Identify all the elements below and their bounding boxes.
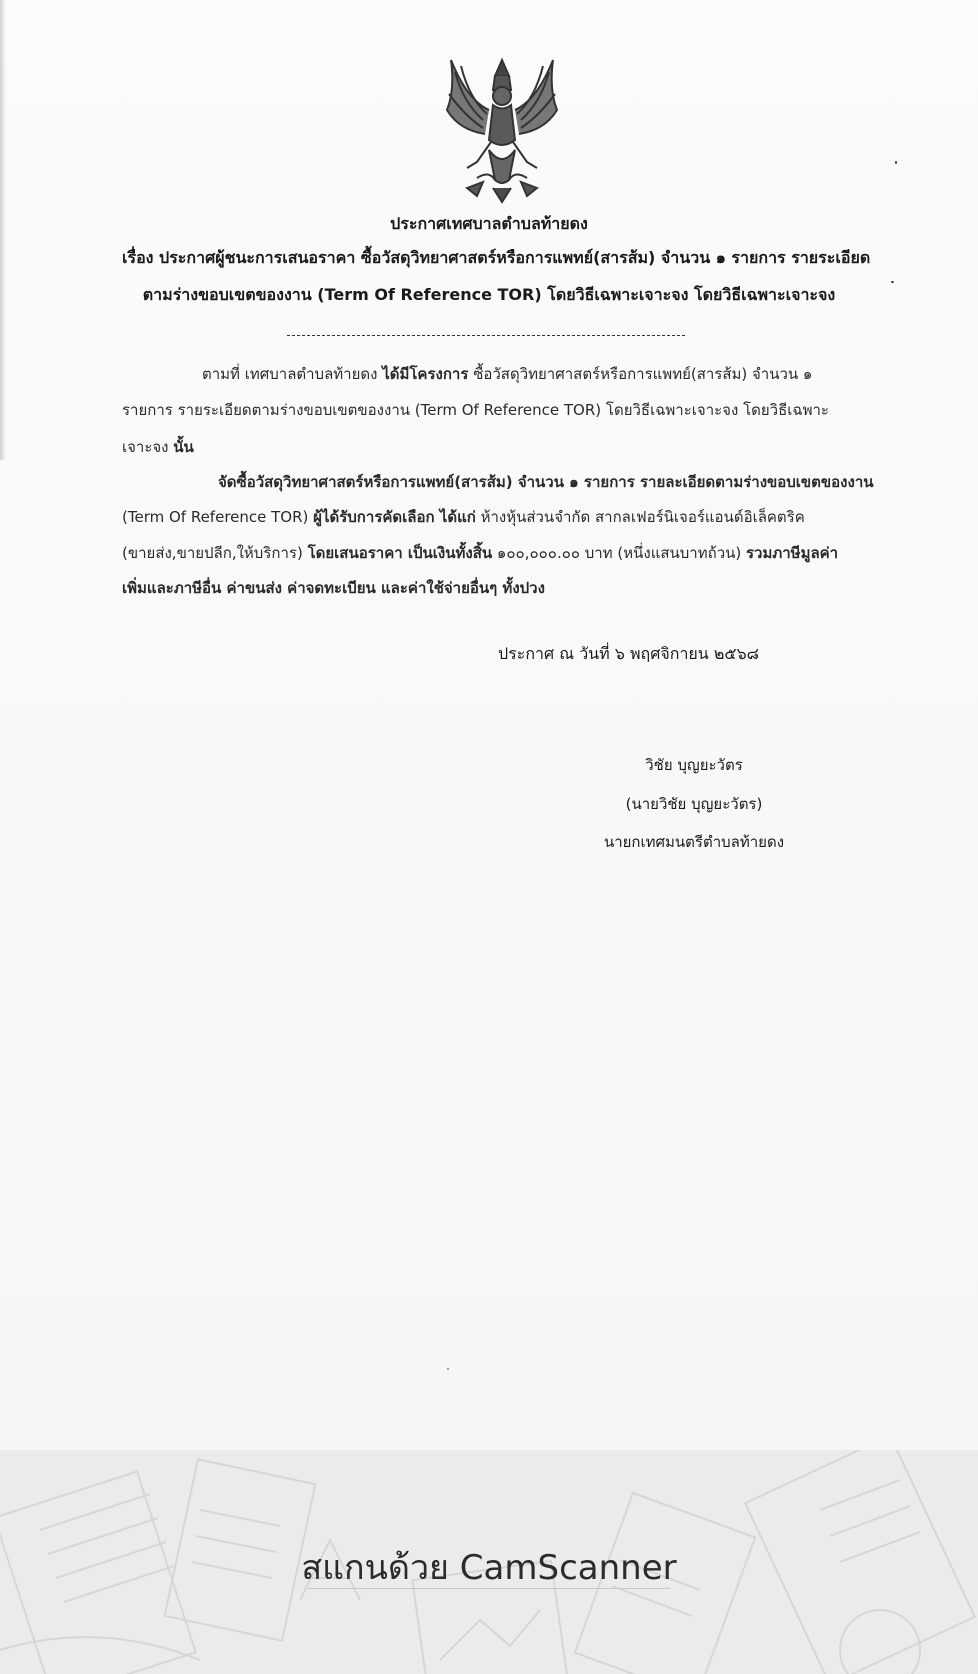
scan-speck — [891, 281, 894, 283]
para1-line1 — [202, 362, 812, 386]
signature-name: วิชัย บุญยะวัตร — [645, 756, 743, 774]
subject-line-1: เรื่อง ประกาศผู้ชนะการเสนอราคา ซื้อวัสดุวิทยาศาสตร์หรือการแพทย์(สารส้ม) จำนวน ๑ รายการ รายระเอียด — [122, 248, 871, 267]
para2-bold: โดยเสนอราคา เป็นเงินทั้งสิ้น — [307, 544, 493, 562]
para1-line2: รายการ รายระเอียดตามร่างขอบเขตของงาน (Term Of Reference TOR) โดยวิธีเฉพาะเจาะจง โดยวิธีเฉพาะ — [122, 401, 829, 419]
watermark-underline — [308, 1588, 670, 1589]
para1-bold: ได้มีโครงการ — [382, 365, 469, 383]
para2-text: ห้างหุ้นส่วนจำกัด สากลเฟอร์นิเจอร์แอนด์อิเล็คตริค — [475, 508, 805, 526]
para2-text: (Term Of Reference TOR) — [122, 508, 314, 526]
para1-bold: นั้น — [173, 438, 194, 456]
para1-text: เจาะจง — [122, 438, 174, 456]
scan-speck — [895, 161, 897, 164]
document-title: ประกาศเทศบาลตำบลท้ายดง — [390, 214, 588, 233]
divider-line — [287, 335, 685, 336]
para2-bold: รวมภาษีมูลค่า — [746, 544, 839, 562]
para2-line4: เพิ่มและภาษีอื่น ค่าขนส่ง ค่าจดทะเบียน และค่าใช้จ่ายอื่นๆ ทั้งปวง — [122, 579, 545, 597]
para2-line3 — [122, 541, 838, 565]
para1-text: ซื้อวัสดุวิทยาศาสตร์หรือการแพทย์(สารส้ม) จำนวน ๑ — [468, 365, 813, 383]
camscanner-watermark: สแกนด้วย CamScanner — [301, 1548, 677, 1588]
para2-bold: ผู้ได้รับการคัดเลือก ได้แก่ — [313, 508, 476, 526]
para1-line3 — [122, 435, 194, 459]
para1-text: ตามที่ เทศบาลตำบลท้ายดง — [202, 365, 383, 383]
para2-line1: จัดซื้อวัสดุวิทยาศาสตร์หรือการแพทย์(สารส้ม) จำนวน ๑ รายการ รายละเอียดตามร่างขอบเขตของงาน — [218, 473, 874, 491]
para2-text: ๑๐๐,๐๐๐.๐๐ บาท (หนึ่งแสนบาทถ้วน) — [492, 544, 746, 562]
signature-position: นายกเทศมนตรีตำบลท้ายดง — [603, 833, 785, 851]
subject-line-2: ตามร่างขอบเขตของงาน (Term Of Reference TOR) โดยวิธีเฉพาะเจาะจง โดยวิธีเฉพาะเจาะจง — [142, 285, 836, 304]
para2-line2 — [122, 505, 805, 529]
announce-date: ประกาศ ณ วันที่ ๖ พฤศจิกายน ๒๕๖๘ — [498, 644, 759, 663]
signature-full-name: (นายวิชัย บุญยะวัตร) — [625, 795, 763, 813]
scan-speck — [447, 1368, 449, 1370]
garuda-emblem-icon — [437, 50, 567, 208]
para2-text: (ขายส่ง,ขายปลีก,ให้บริการ) — [122, 544, 308, 562]
